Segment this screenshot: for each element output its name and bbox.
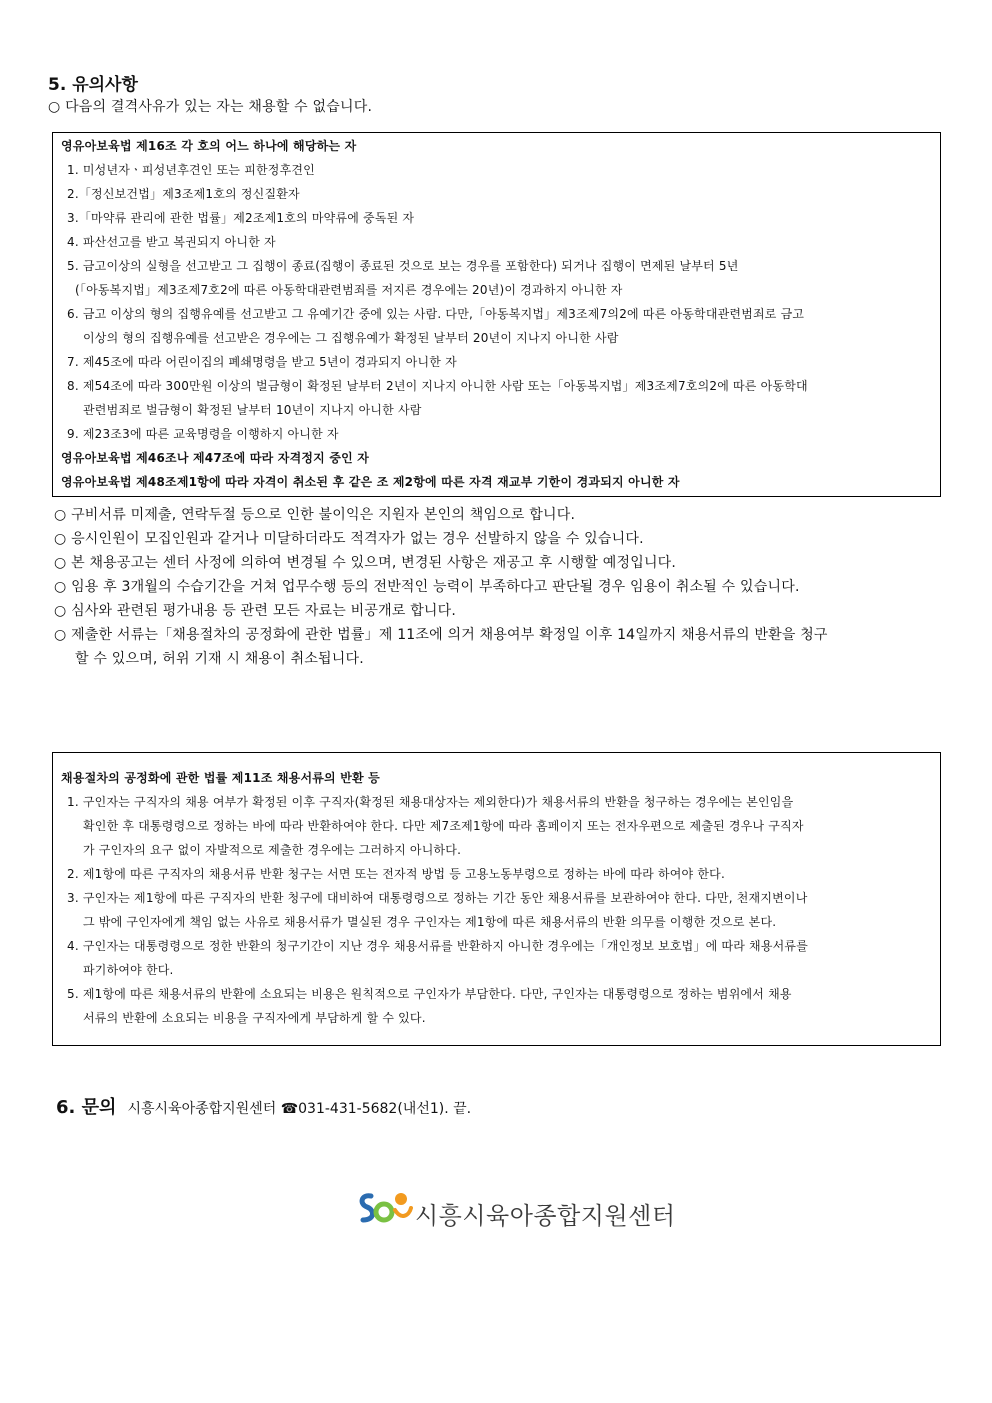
- return-item-4: 4. 구인자는 대통령령으로 정한 반환의 청구기간이 지난 경우 채용서류를 반환하지 아니한 경우에는「개인정보 보호법」에 따라 채용서류를: [67, 939, 809, 953]
- notice-6: ○ 제출한 서류는「채용절차의 공정화에 관한 법률」제 11조에 의거 채용여부 확정일 이후 14일까지 채용서류의 반환을 청구: [54, 627, 828, 643]
- return-item-1-cont-b: 가 구인자의 요구 없이 자발적으로 제출한 경우에는 그러하지 아니하다.: [83, 843, 462, 857]
- disqualify-box: [52, 132, 941, 497]
- notice-1: ○ 구비서류 미제출, 연락두절 등으로 인한 불이익은 지원자 본인의 책임으로 합니다.: [54, 507, 576, 523]
- disqualify-footer-1: 영유아보육법 제46조나 제47조에 따라 자격정지 중인 자: [61, 451, 370, 465]
- disqualify-item-1: 1. 미성년자ㆍ피성년후견인 또는 피한정후견인: [67, 163, 315, 177]
- disqualify-item-3: 3.「마약류 관리에 관한 법률」제2조제1호의 마약류에 중독된 자: [67, 211, 415, 225]
- return-item-5-cont: 서류의 반환에 소요되는 비용을 구직자에게 부담하게 할 수 있다.: [83, 1011, 426, 1025]
- disqualify-item-7: 7. 제45조에 따라 어린이집의 폐쇄명령을 받고 5년이 경과되지 아니한 자: [67, 355, 457, 369]
- disqualify-item-2: 2.「정신보건법」제3조제1호의 정신질환자: [67, 187, 300, 201]
- section6-title: 6. 문의: [56, 1097, 117, 1118]
- disqualify-item-6: 6. 금고 이상의 형의 집행유예를 선고받고 그 유예기간 중에 있는 사람. 다만,「아동복지법」제3조제7의2에 따른 아동학대관련범죄로 금고: [67, 307, 805, 321]
- return-item-1-cont-a: 확인한 후 대통령령으로 정하는 바에 따라 반환하여야 한다. 다만 제7조제1항에 따라 홈페이지 또는 전자우편으로 제출된 경우나 구직자: [83, 819, 804, 833]
- disqualify-footer-2: 영유아보육법 제48조제1항에 따라 자격이 취소된 후 같은 조 제2항에 따른 자격 재교부 기한이 경과되지 아니한 자: [61, 475, 680, 489]
- section5-intro: ○ 다음의 결격사유가 있는 자는 채용할 수 없습니다.: [48, 99, 373, 115]
- return-box: [52, 752, 941, 1046]
- disqualify-item-8: 8. 제54조에 따라 300만원 이상의 벌금형이 확정된 날부터 2년이 지나지 아니한 사람 또는「아동복지법」제3조제7호의2에 따른 아동학대: [67, 379, 808, 393]
- notice-5: ○ 심사와 관련된 평가내용 등 관련 모든 자료는 비공개로 합니다.: [54, 603, 457, 619]
- disqualify-item-8-cont: 관련범죄로 벌금형이 확정된 날부터 10년이 지나지 아니한 사람: [83, 403, 422, 417]
- center-logo: [357, 1190, 676, 1230]
- notice-4: ○ 임용 후 3개월의 수습기간을 거쳐 업무수행 등의 전반적인 능력이 부족하다고 판단될 경우 임용이 취소될 수 있습니다.: [54, 579, 800, 595]
- return-item-4-cont: 파기하여야 한다.: [83, 963, 174, 977]
- return-item-1: 1. 구인자는 구직자의 채용 여부가 확정된 이후 구직자(확정된 채용대상자는 제외한다)가 채용서류의 반환을 청구하는 경우에는 본인임을: [67, 795, 794, 809]
- notice-3: ○ 본 채용공고는 센터 사정에 의하여 변경될 수 있으며, 변경된 사항은 재공고 후 시행할 예정입니다.: [54, 555, 677, 571]
- disqualify-item-9: 9. 제23조3에 따른 교육명령을 이행하지 아니한 자: [67, 427, 339, 441]
- logo-mark-icon: [357, 1190, 413, 1228]
- disqualify-header: 영유아보육법 제16조 각 호의 어느 하나에 해당하는 자: [61, 139, 357, 153]
- return-item-3: 3. 구인자는 제1항에 따른 구직자의 반환 청구에 대비하여 대통령령으로 정하는 기간 동안 채용서류를 보관하여야 한다. 다만, 천재지변이나: [67, 891, 808, 905]
- disqualify-item-5-cont: (「아동복지법」제3조제7호2에 따른 아동학대관련범죄를 저지른 경우에는 20년)이 경과하지 아니한 자: [75, 283, 623, 297]
- section6-contact: 시흥시육아종합지원센터 ☎031-431-5682(내선1). 끝.: [127, 1101, 472, 1117]
- section6: [56, 1093, 471, 1119]
- section5-title: 5. 유의사항: [48, 75, 138, 95]
- disqualify-item-4: 4. 파산선고를 받고 복권되지 아니한 자: [67, 235, 276, 249]
- return-item-5: 5. 제1항에 따른 채용서류의 반환에 소요되는 비용은 원칙적으로 구인자가 부담한다. 다만, 구인자는 대통령령으로 정하는 범위에서 채용: [67, 987, 792, 1001]
- disqualify-item-5: 5. 금고이상의 실형을 선고받고 그 집행이 종료(집행이 종료된 것으로 보는 경우를 포함한다) 되거나 집행이 면제된 날부터 5년: [67, 259, 739, 273]
- notice-6-cont: 할 수 있으며, 허위 기재 시 채용이 취소됩니다.: [75, 651, 364, 667]
- disqualify-item-6-cont: 이상의 형의 집행유예를 선고받은 경우에는 그 집행유예가 확정된 날부터 20년이 지나지 아니한 사람: [83, 331, 619, 345]
- return-item-2: 2. 제1항에 따른 구직자의 채용서류 반환 청구는 서면 또는 전자적 방법 등 고용노동부령으로 정하는 바에 따라 하여야 한다.: [67, 867, 725, 881]
- return-item-3-cont: 그 밖에 구인자에게 책임 없는 사유로 채용서류가 멸실된 경우 구인자는 제1항에 따른 채용서류의 반환 의무를 이행한 것으로 본다.: [83, 915, 777, 929]
- logo-text: 시흥시육아종합지원센터: [415, 1202, 676, 1230]
- return-header: 채용절차의 공정화에 관한 법률 제11조 채용서류의 반환 등: [61, 771, 380, 785]
- notice-2: ○ 응시인원이 모집인원과 같거나 미달하더라도 적격자가 없는 경우 선발하지 않을 수 있습니다.: [54, 531, 644, 547]
